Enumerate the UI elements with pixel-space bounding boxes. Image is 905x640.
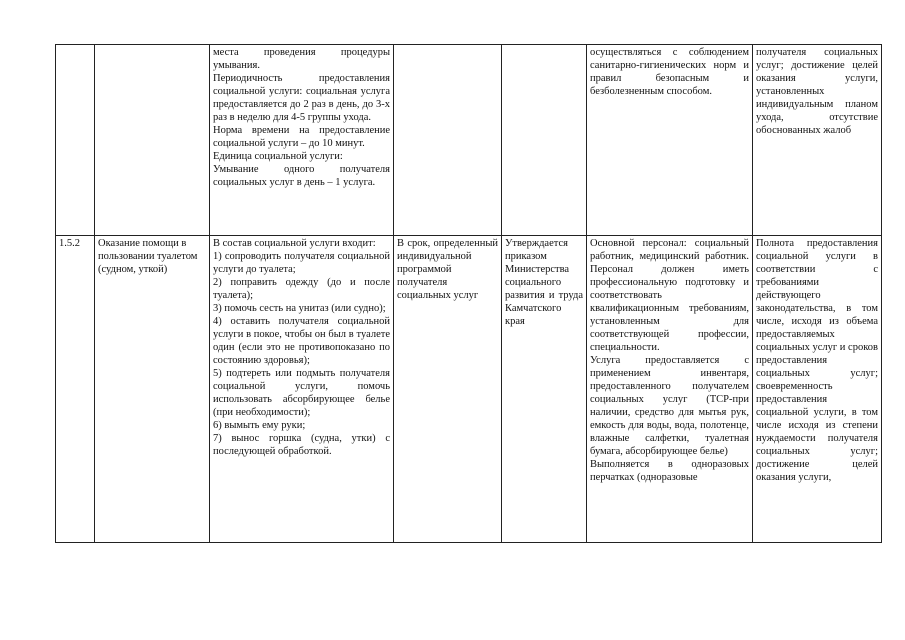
cell-term: В срок, определенный индивидуальной программой получателя социальных услуг	[394, 236, 502, 543]
cell-number: 1.5.2	[56, 236, 95, 543]
content-paragraph: 6) вымыть ему руки;	[213, 420, 306, 431]
conditions-paragraph: Услуга предоставляется с применением инвентаря, предоставленного получателем социальных услуг (ТСР-при наличии, средство для мытья рук, емкость для воды, вода, полотенце, влажные салфетки, туалетная бумага, абсорбирующее белье)	[590, 355, 749, 457]
services-table	[55, 44, 882, 543]
cell-service-name	[95, 45, 210, 236]
content-paragraph: Единица социальной услуги:	[213, 151, 343, 162]
table-row	[56, 236, 882, 543]
content-paragraph: места проведения процедуры умывания.	[213, 47, 390, 71]
content-paragraph: 5) подтереть или подмыть получателя социальной услуги, помочь использовать абсорбирующее белье (при необходимости);	[213, 368, 390, 418]
cell-tariff	[502, 45, 587, 236]
conditions-paragraph: осуществляться с соблюдением санитарно-гигиенических норм и правил безопасным и безболезненным способом.	[590, 47, 749, 97]
cell-conditions	[587, 45, 753, 236]
cell-service-content	[210, 236, 394, 543]
conditions-paragraph: Основной персонал: социальный работник, медицинский работник. Персонал должен иметь профессиональную подготовку и соответствовать квалификационным требованиям, установленным для соответствующей профессии, специальности.	[590, 238, 749, 353]
content-paragraph: В состав социальной услуги входит:	[213, 238, 376, 249]
content-paragraph: 1) сопроводить получателя социальной услуги до туалета;	[213, 251, 390, 275]
content-paragraph: 7) вынос горшка (судна, утки) с последующей обработкой.	[213, 433, 390, 457]
content-paragraph: Норма времени на предоставление социальной услуги – до 10 минут.	[213, 125, 390, 149]
cell-number	[56, 45, 95, 236]
cell-service-name: Оказание помощи в пользовании туалетом (судном, уткой)	[95, 236, 210, 543]
cell-indicators: получателя социальных услуг; достижение целей оказания услуги, установленных индивидуальным планом ухода, отсутствие обоснованных жалоб	[753, 45, 882, 236]
cell-tariff: Утверждается приказом Министерства социального развития и труда Камчатского края	[502, 236, 587, 543]
content-paragraph: 4) оставить получателя социальной услуги в покое, чтобы он был в туалете один (если это не противопоказано по состоянию здоровья);	[213, 316, 390, 366]
cell-conditions	[587, 236, 753, 543]
content-paragraph: Периодичность предоставления социальной услуги: социальная услуга предоставляется до 2 раз в день, до 3-х раз в неделю для 4-5 группы ухода.	[213, 73, 390, 123]
table-row	[56, 45, 882, 236]
cell-service-content	[210, 45, 394, 236]
content-paragraph: Умывание одного получателя социальных услуг в день – 1 услуга.	[213, 164, 390, 188]
content-paragraph: 2) поправить одежду (до и после туалета);	[213, 277, 390, 301]
cell-term	[394, 45, 502, 236]
cell-indicators: Полнота предоставления социальной услуги в соответствии с требованиями действующего законодательства, в том числе, исходя из объема предоставляемых социальных услуг и сроков предоставления социальных услуг; своевременность предоставления социальной услуги, в том числе исходя из степени нуждаемости получателя социальных услуг; достижение целей оказания услуги,	[753, 236, 882, 543]
content-paragraph: 3) помочь сесть на унитаз (или судно);	[213, 303, 386, 314]
conditions-paragraph: Выполняется в одноразовых перчатках (одноразовые	[590, 459, 749, 483]
